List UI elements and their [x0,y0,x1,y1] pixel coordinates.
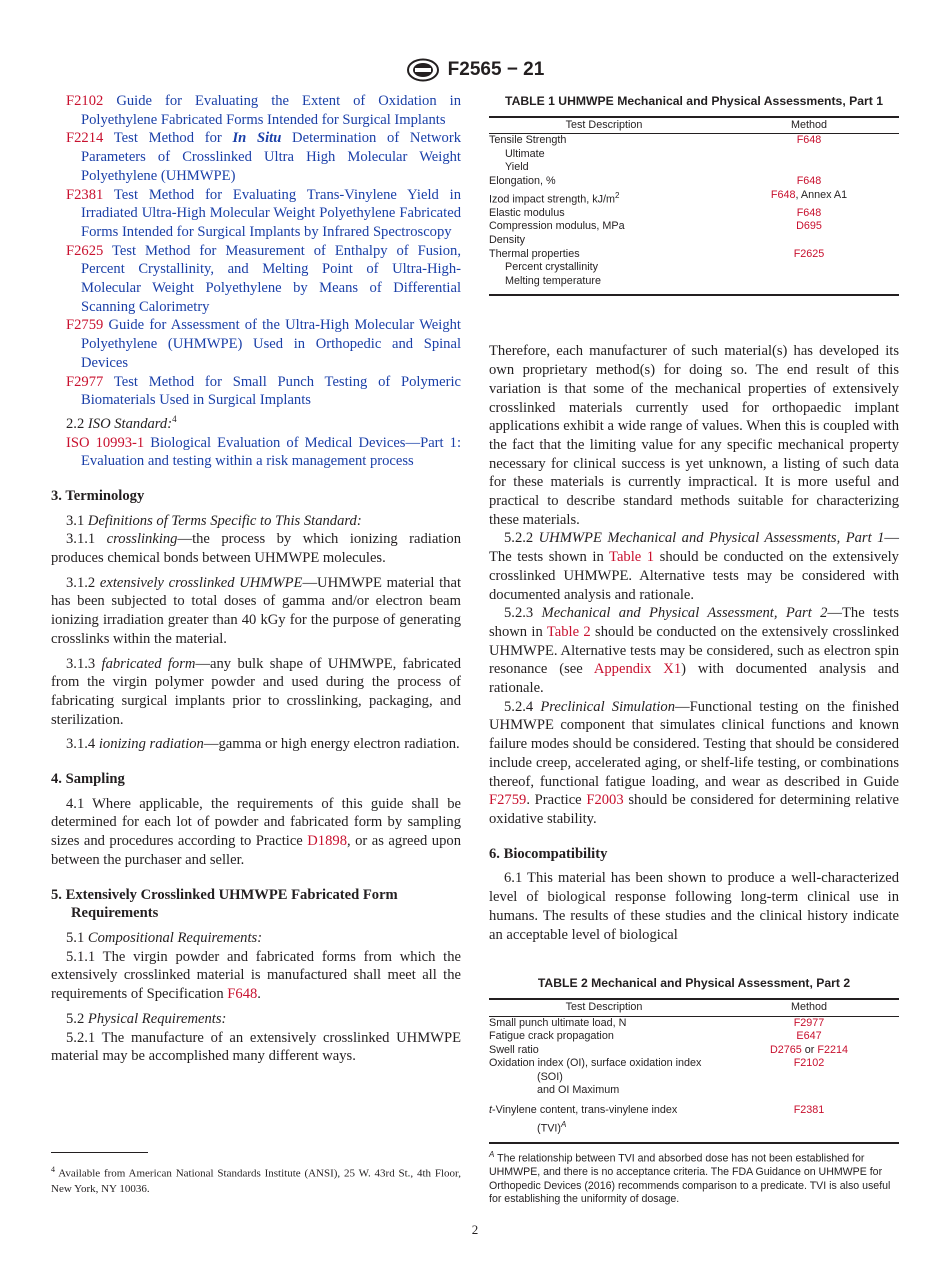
paragraph: 4.1 Where applicable, the requirements of this guide shall be determined for each lot of powder and fabricated form by sampling sizes and procedures according to Practice D1898, or as agreed upon between the purchaser and seller. [51,795,461,868]
section-heading: 5. Extensively Crosslinked UHMWPE Fabricated Form Requirements [51,886,398,922]
section-heading: 4. Sampling [51,771,125,788]
method-link[interactable]: F648 [770,188,796,201]
reference-link[interactable]: F2759 [66,317,104,334]
table-2-footnote: $^A$ The relationship between TVI and absorbed dose has not been established for UHMWPE, and there is no acceptance criteria. The FDA Guidance on UHMWPE for Orthopedic Devices (2016) recommends comparison to a predicate. TVI is also useful for establishing the uniformity of dosage. [489,1149,891,1206]
table-row: Swell ratio D2765 or F2214 [489,1043,849,1056]
table-link[interactable]: Table 2 [546,623,591,640]
table-row: Percent crystallinity [505,261,599,274]
reference-item [51,242,461,317]
table-row: (SOI) [537,1070,563,1083]
footnote-divider [51,1152,148,1153]
reference-link[interactable]: F2977 [66,373,104,390]
table-row: Melting temperature [489,275,899,296]
standard-link[interactable]: D1898 [307,833,347,850]
paragraph: 5.1.1 The virgin powder and fabricated forms from which the extensively crosslinked material is manufactured shall meet all the requirements of Specification F648. [51,948,461,1003]
referenced-documents [51,92,461,471]
page-header [0,58,950,82]
method-link[interactable]: F648 [796,134,822,147]
paragraph: 5.2.4 Preclinical Simulation—Functional testing on the finished UHMWPE component that simulates clinical functions and known failure modes should be considered. Testing that should be considered include creep, accelerated aging, or shelf-life testing, or combinations thereof, functional fatigue loading, and wear as described in Guide F2759. Practice F2003 should be considered for determining relative oxidative stability. [489,698,899,827]
table-row: Compression modulus, MPa D695 [489,220,822,233]
method-link[interactable]: D695 [796,220,822,233]
reference-item [51,373,461,410]
appendix-link[interactable]: Appendix X1 [593,661,682,678]
reference-link[interactable]: F2381 [66,186,104,203]
table-row: Elastic modulus F648 [489,206,822,219]
paragraph: 3.1.2 extensively crosslinked UHMWPE—UHMWPE material that has been subjected to total doses of gamma and/or electron beam ionizing irradiation greater than 40 kGy for the purpose of generating crosslinks within the material. [51,574,461,647]
paragraph: 5.2.3 Mechanical and Physical Assessment, Part 2—The tests shown in Table 2 should be conducted on the extensively crosslinked UHMWPE. Alternative tests may be considered, such as electron spin resonance (see Appendix X1) with documented analysis and rationale. [489,605,900,697]
table-row: Tensile Strength F648 [489,134,822,147]
right-column [489,92,899,1207]
method-link[interactable]: F2625 [793,247,825,260]
method-link[interactable]: F2381 [793,1104,825,1117]
reference-title[interactable]: Guide for Evaluating the Extent of Oxidation in Polyethylene Fabricated Forms Intended for Surgical Implants [81,93,461,128]
table-row: (TVI)$^A$ [489,1118,899,1143]
table-1-title: TABLE 1 UHMWPE Mechanical and Physical Assessments, Part 1 [505,94,883,108]
table-row: and OI Maximum [537,1084,620,1097]
paragraph: 3.1.4 ionizing radiation—gamma or high energy electron radiation. [66,736,460,753]
method-link[interactable]: F2977 [793,1016,825,1029]
reference-title[interactable]: Guide for Assessment of the Ultra-High Molecular Weight Polyethylene (UHMWPE) Used in Orthopedic and Spinal Devices [81,317,461,371]
table-row: Fatigue crack propagation E647 [489,1030,822,1043]
method-link[interactable]: F2102 [793,1057,825,1070]
column-header: Test Description [489,999,719,1016]
table-row: Oxidation index (OI), surface oxidation index F2102 [489,1057,825,1070]
section-heading: 3. Terminology [51,487,145,504]
table-row: Thermal properties F2625 [489,247,825,260]
astm-logo-icon [406,58,440,82]
document-id: F2565 − 21 [447,59,545,80]
column-header: Test Description [489,117,719,134]
method-link[interactable]: F648 [796,175,822,188]
footnote: $^4$ Available from American National Standards Institute (ANSI), 25 W. 43rd St., 4th Floor, New York, NY 10036. [51,1165,461,1195]
table-2 [489,998,899,1144]
reference-link[interactable]: F2625 [66,242,104,259]
method-link[interactable]: F648 [796,206,822,219]
page-number: 2 [471,1222,479,1237]
reference-item [51,129,461,185]
iso-standard-label: 2.2 ISO Standard:$^4$ [66,413,177,432]
reference-item [51,186,461,242]
table-1 [489,116,899,297]
reference-link[interactable]: ISO 10993-1 [66,434,145,451]
method-link[interactable]: D2765 [769,1043,802,1056]
paragraph: 5.2.2 UHMWPE Mechanical and Physical Assessments, Part 1—The tests shown in Table 1 should be conducted on the extensively crosslinked UHMWPE. Alternative tests may be considered with documented analysis and rationale. [489,530,899,603]
paragraph: Therefore, each manufacturer of such material(s) has developed its own proprietary method(s) for doing so. The end result of this variation is that some of the mechanical properties of extensively crosslinked materials currently used for orthopaedic implant applications exhibit a wide range of values. When this is coupled with the fact that the limiting value for any specific mechanical property necessary for clinical success is yet unknown, a listing of such data for these materials is currently impractical. It is more useful and practical to describe standard methods suitable for characterizing these materials. [489,343,899,528]
reference-link[interactable]: F2102 [66,93,104,109]
table-row: Izod impact strength, $kJ/m^2$ F648, Annex A1 [489,188,848,206]
paragraph: 3.1.1 crosslinking—the process by which ionizing radiation produces chemical bonds between UHMWPE molecules. [51,531,462,567]
paragraph: 5.1 Compositional Requirements: [66,929,263,946]
table-row: Elongation, % F648 [489,175,822,188]
reference-item [51,316,461,372]
table-row: Small punch ultimate load, N F2977 [489,1016,825,1029]
method-link[interactable]: E647 [796,1030,822,1043]
reference-title[interactable]: Test Method for Measurement of Enthalpy of Fusion, Percent Crystallinity, and Melting Point of Ultra-High-Molecular Weight Polyethylene by Means of Differential Scanning Calorimetry [81,242,461,315]
paragraph: 6.1 This material has been shown to produce a well-characterized level of biological response following long-term clinical use in humans. The results of these studies and the clinical history indicate an acceptable level of biological [489,870,899,943]
paragraph: 3.1.3 fabricated form—any bulk shape of UHMWPE, fabricated from the virgin polymer powder and used during the process of fabricating surgical implants prior to crosslinking, packaging, and sterilization. [51,655,461,728]
reference-item [51,434,461,471]
table-2-title: TABLE 2 Mechanical and Physical Assessment, Part 2 [537,976,851,991]
paragraph: 5.2 Physical Requirements: [66,1010,227,1027]
standard-link[interactable]: F2003 [586,792,624,809]
reference-item [51,92,461,129]
reference-link[interactable]: F2214 [66,130,104,147]
column-header: Method [719,117,899,134]
paragraph: 5.2.1 The manufacture of an extensively crosslinked UHMWPE material may be accomplished many different ways. [51,1029,461,1065]
table-link[interactable]: Table 1 [609,549,655,566]
method-link[interactable]: F2214 [817,1043,849,1056]
table-row: t-Vinylene content, trans-vinylene index F2381 [489,1104,825,1117]
reference-title[interactable]: Test Method for In Situ Determination of Network Parameters of Crosslinked Ultra High Molecular Weight Polyethylene (UHMWPE) [81,130,461,184]
paragraph: 3.1 Definitions of Terms Specific to This Standard: [66,512,362,529]
reference-title[interactable]: Biological Evaluation of Medical Devices—Part 1: Evaluation and testing within a risk management process [81,434,461,470]
column-header: Method [719,999,899,1016]
table-row: Density [489,234,526,247]
table-row: Ultimate [505,147,545,160]
reference-title[interactable]: Test Method for Small Punch Testing of Polymeric Biomaterials Used in Surgical Implants [81,373,462,409]
table-row: Yield [505,161,529,174]
standard-link[interactable]: F648 [227,986,258,1003]
reference-title[interactable]: Test Method for Evaluating Trans-Vinylene Yield in Irradiated Ultra-High Molecular Weight Polyethylene Fabricated Forms Intended for Surgical Implants by Infrared Spectroscopy [81,186,461,240]
section-heading: 6. Biocompatibility [489,845,608,862]
left-column [51,92,461,1066]
standard-link[interactable]: F2759 [489,792,527,809]
